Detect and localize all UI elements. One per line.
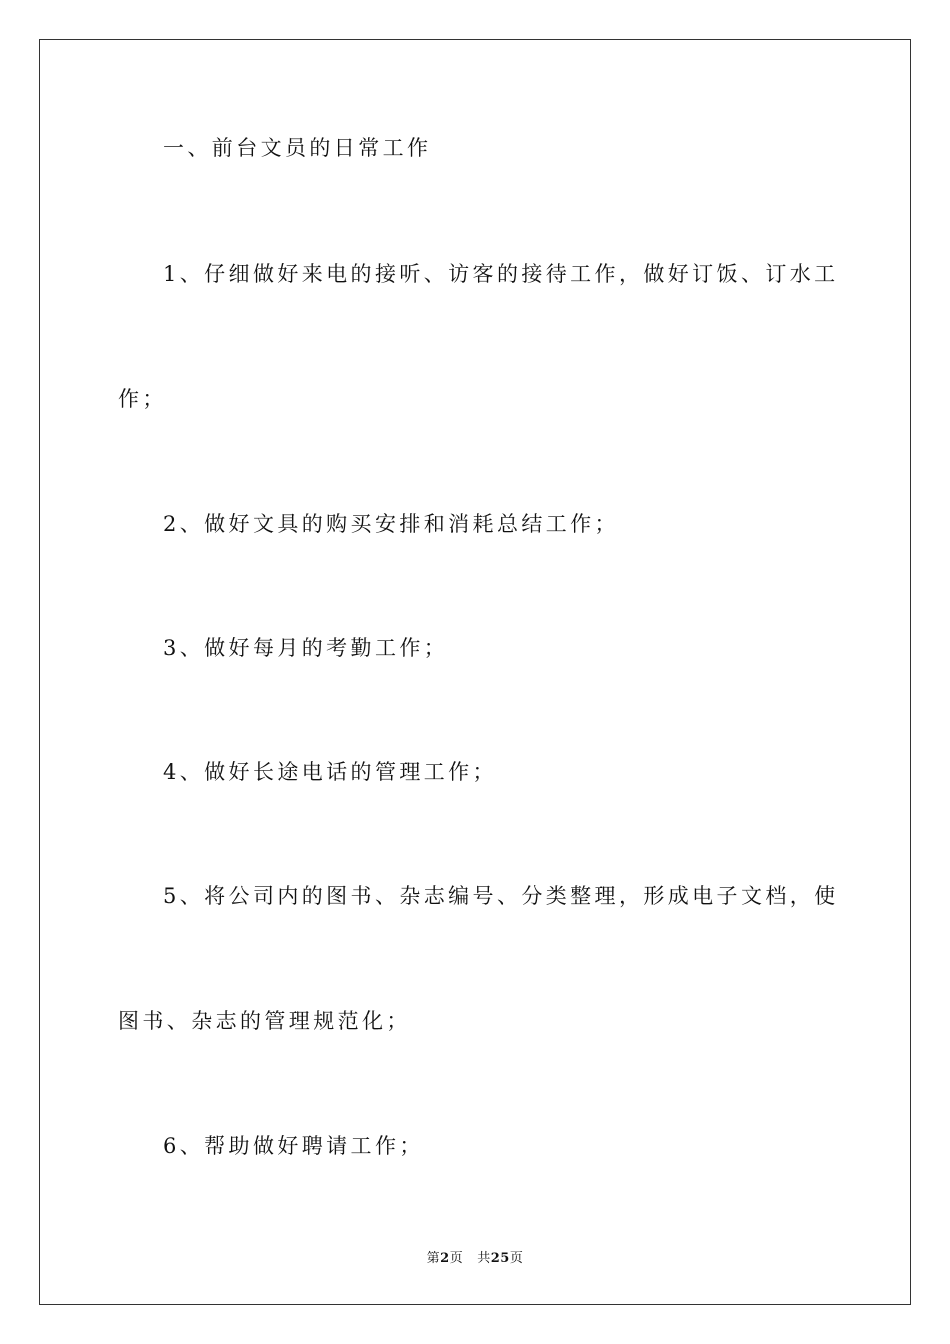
total-pages: 25 xyxy=(490,1251,510,1266)
paragraph-5-line-1: 5、将公司内的图书、杂志编号、分类整理，形成电子文档，使 xyxy=(163,884,839,908)
paragraph-3: 3、做好每月的考勤工作； xyxy=(163,636,449,660)
page-suffix: 页 xyxy=(449,1251,464,1266)
page-number: 2 xyxy=(440,1251,450,1266)
paragraph-4: 4、做好长途电话的管理工作； xyxy=(163,760,497,784)
paragraph-6: 6、帮助做好聘请工作； xyxy=(163,1134,424,1158)
paragraph-2: 2、做好文具的购买安排和消耗总结工作； xyxy=(163,512,619,536)
total-prefix: 共 xyxy=(477,1251,491,1266)
total-suffix: 页 xyxy=(509,1251,524,1266)
paragraph-1-line-2: 作； xyxy=(118,387,167,411)
page-prefix: 第 xyxy=(426,1251,441,1266)
page-frame xyxy=(39,39,911,1305)
page-footer xyxy=(0,1247,950,1266)
paragraph-5-line-2: 图书、杂志的管理规范化； xyxy=(118,1009,411,1033)
paragraph-1-line-1: 1、仔细做好来电的接听、访客的接待工作，做好订饭、订水工 xyxy=(163,262,839,286)
section-heading: 一、前台文员的日常工作 xyxy=(163,136,432,160)
